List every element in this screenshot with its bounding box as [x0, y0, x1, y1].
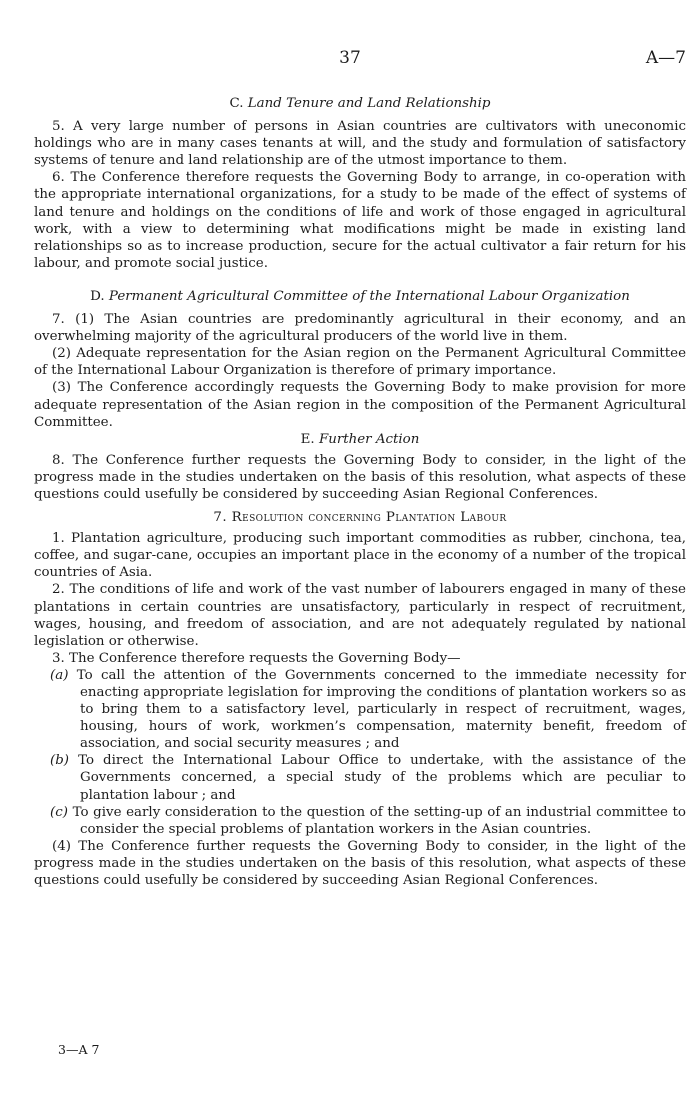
page-reference: A—7 [645, 48, 686, 68]
resolution-item-c [50, 804, 686, 838]
paragraph-7-2: (2) Adequate representation for the Asian region on the Permanent Agricultural Committee of the International Labour Organization is therefore of primary importance. [34, 346, 686, 379]
section-d-title: Permanent Agricultural Committee of the International Labour Organization [108, 288, 630, 304]
printer-signature: 3—A 7 [58, 1042, 100, 1057]
page-body [34, 95, 686, 889]
resolution-paragraph-2: 2. The conditions of life and work of the vast number of labourers engaged in many of these plantations in certain countries are unsatisfactory, particularly in respect of recruitment, wages, housing, and freedom of association, and are not adequately regulated by national legislation or otherwise. [34, 582, 686, 649]
item-label: (b) [50, 753, 70, 769]
item-text: To give early consideration to the question of the setting-up of an industrial committee to consider the special problems of plantation workers in the Asian countries. [72, 804, 686, 837]
paragraph-6: 6. The Conference therefore requests the Governing Body to arrange, in co-operation with the appropriate international organizations, for a study to be made of the effect of systems of land tenure and holdings on the conditions of life and work of those engaged in agricultural work, with a view to determining what modifications might be made in existing land relationships so as to increase production, secure for the actual cultivator a fair return for his labour, and promote social justice. [34, 170, 686, 271]
section-c-heading [34, 95, 686, 112]
section-e-letter: E. [300, 431, 315, 447]
section-c-title: Land Tenure and Land Relationship [247, 96, 491, 111]
item-label: (c) [50, 804, 68, 820]
resolution-7-heading: 7. Resolution concerning Plantation Labour [213, 510, 507, 526]
paragraph-7-3: (3) The Conference accordingly requests the Governing Body to make provision for more adequate representation of the Asian region in the composition of the Permanent Agricultural Committee. [34, 380, 686, 430]
resolution-paragraph-3: 3. The Conference therefore requests the Governing Body— [52, 650, 461, 666]
section-d-heading [34, 288, 686, 305]
resolution-item-a [50, 667, 686, 752]
paragraph-5: 5. A very large number of persons in Asian countries are cultivators with uneconomic holdings who are in many cases tenants at will, and the study and formulation of satisfactory systems of tenure and land relationship are of the utmost importance to them. [34, 119, 686, 169]
item-text: To direct the International Labour Office to undertake, with the assistance of the Governments concerned, a special study of the problems which are peculiar to plantation labour ; and [78, 753, 686, 803]
section-c-letter: C. [229, 96, 244, 111]
page-number: 37 [339, 48, 361, 68]
paragraph-8: 8. The Conference further requests the Governing Body to consider, in the light of the progress made in the studies undertaken on the basis of this resolution, what aspects of these questions could usefully be considered by succeeding Asian Regional Conferences. [34, 452, 686, 502]
resolution-item-b [50, 752, 686, 803]
section-d-letter: D. [90, 288, 105, 304]
item-label: (a) [50, 667, 69, 683]
item-text: To call the attention of the Governments concerned to the immediate necessity for enacting appropriate legislation for improving the conditions of plantation workers so as to bring them to a satisfactory level, particularly in respect of recruitment, wages, housing, hours of work, workmen’s compensation, maternity benefit, freedom of association, and social security measures ; and [76, 667, 686, 752]
paragraph-7-1: 7. (1) The Asian countries are predominantly agricultural in their economy, and an overwhelming majority of the agricultural producers of the world live in them. [34, 312, 686, 345]
resolution-paragraph-4: (4) The Conference further requests the Governing Body to consider, in the light of the progress made in the studies undertaken on the basis of this resolution, what aspects of these questions could usefully be considered by succeeding Asian Regional Conferences. [34, 838, 686, 889]
section-e-title: Further Action [318, 431, 420, 447]
section-e-heading [34, 431, 686, 448]
resolution-paragraph-1: 1. Plantation agriculture, producing such important commodities as rubber, cinchona, tea, coffee, and sugar-cane, occupies an important place in the economy of a number of the tropical countries of Asia. [34, 531, 686, 581]
